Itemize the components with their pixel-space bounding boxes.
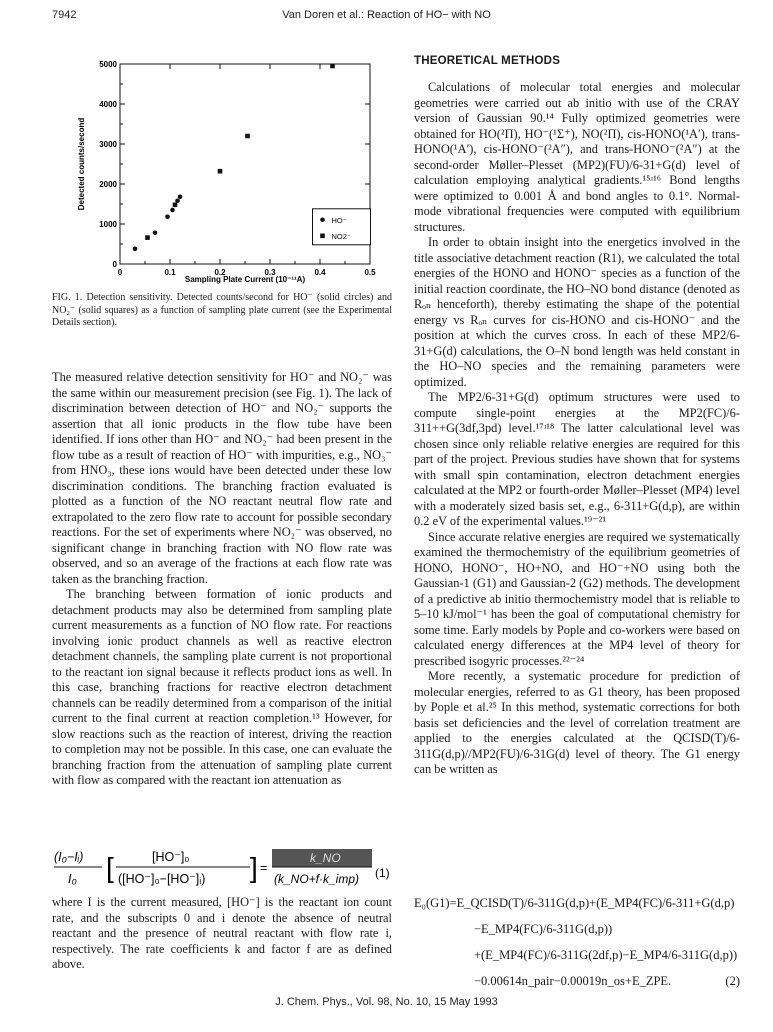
data-point-square — [145, 235, 150, 240]
equation-1 — [52, 847, 392, 891]
legend-label: NO2⁻ — [331, 231, 351, 241]
data-point-circle — [153, 231, 158, 236]
x-tick-label: 0.5 — [364, 268, 376, 277]
legend-marker-square — [320, 234, 325, 239]
eq1-equals: = — [260, 861, 268, 875]
legend-marker-circle — [320, 218, 325, 223]
eq1-number: (1) — [375, 866, 390, 880]
left-paragraph-1: The measured relative detection sensitivity for HO⁻ and NO₂⁻ was the same within our measurement precision (see Fig. 1). The lack of discrimination between detection of HO⁻ and NO₂⁻ supports the assertion that all ionic products in the flow tube have been identified. If ions other than HO⁻ and NO₂⁻ had been present in the flow tube as a result of reaction of HO⁻ with impurities, e.g., NO₃⁻ from HNO₃, these ions would have been detected under these low discrimination conditions. The branching fraction evaluated is plotted as a function of the NO reactant neutral flow rate and extrapolated to the zero flow rate to account for possible secondary reactions. For the set of experiments where NO₂⁻ was observed, no significant change in branching fraction with NO flow rate was observed, and so an average of the fractions at each flow rate was taken as the branching fraction. — [52, 370, 392, 586]
section-title: THEORETICAL METHODS — [414, 55, 561, 67]
right-paragraph-1: Calculations of molecular total energies and molecular geometries were carried out ab initio with use of the CRAY version of Gaussian 90.¹⁴ Fully optimized geometries were obtained for HO(²Π), HO⁻(¹Σ⁺), NO(²Π), cis-HONO(¹A′), trans-HONO(¹A′), cis-HONO⁻(²A″), and trans-HONO⁻(²A″) at the second-order Møller–Plesset (MP2)(FU)/6-31+G(d) level of calculation employing analytical gradients.¹⁵ʴ¹⁶ Bond lengths were optimized to 0.001 Å and bond angles to 0.1°. Normal-mode vibrational frequencies were computed with equilibrium structures. — [414, 80, 740, 234]
eq1-mid-denominator: ([HO⁻]₀−[HO⁻]ᵢ) — [118, 872, 206, 886]
eq1-rhs-numerator: k_NO — [310, 851, 341, 865]
equation-1-graphic — [52, 847, 392, 891]
figure-caption: FIG. 1. Detection sensitivity. Detected counts/second for HO⁻ (solid circles) and NO₂⁻ (solid squares) as a function of sampling plate current (see the Experimental Details section). — [52, 292, 392, 328]
x-tick-label: 0 — [117, 268, 123, 277]
page-number: 7942 — [52, 9, 77, 21]
after-equation-1 — [52, 895, 392, 973]
x-axis-label: Sampling Plate Current (10⁻¹¹A) — [184, 275, 306, 284]
eq1-lhs-numerator: (I₀−Iᵢ) — [54, 850, 84, 864]
right-paragraph-2: In order to obtain insight into the energetics involved in the title associative detachment reaction (R1), we calculated the total energies of the HONO and HONO⁻ species as a function of the initial reaction coordinate, the HO–NO bond distance (denoted as Rₒₙ henceforth), thereby estimating the shape of the potential energy vs Rₒₙ curves for cis-HONO and cis-HONO⁻ and the position at which the curves cross. In each of these MP2/6-31+G(d) calculations, the O–N bond length was held constant in the HO–NO species and the remaining parameters were optimized. — [414, 235, 740, 389]
scatter-plot — [74, 56, 384, 284]
y-tick-label: 4000 — [99, 100, 117, 109]
right-paragraph-5: More recently, a systematic procedure for prediction of molecular energies, referred to as G1 theory, has been proposed by Pople et al.²⁵ In this method, systematic corrections for both basis set deficiencies and the level of correlation treatment are applied to the energies calculated at the QCISD(T)/6-311G(d,p)//MP2(FU)/6-31G(d) level of theory. The G1 energy can be written as — [414, 669, 740, 776]
eq2-line-2: −E_MP4(FC)/6-311G(d,p)) — [474, 922, 613, 936]
data-point-circle — [165, 215, 170, 220]
data-point-circle — [170, 208, 175, 213]
eq1-lhs-denominator: I₀ — [68, 872, 77, 886]
data-point-circle — [178, 195, 183, 200]
data-point-square — [330, 64, 335, 69]
y-tick-label: 0 — [112, 260, 117, 269]
left-paragraph-2: The branching between formation of ionic products and detachment products may also be determined from sampling plate current measurements as a function of NO flow rate. For reactions involving ionic product channels as well as reactive electron detachment channels, the sampling plate current is not proportional to the reactant ion signal because it reflects product ions as well. In this case, branching fractions for reactive electron detachment channels can be readily determined from a comparison of the initial current to the final current at reaction completion.¹³ However, for slow reactions such as the reaction of interest, driving the reaction to completion may not be possible. In this case, one can evaluate the branching fraction from the attenuation of sampling plate current with flow as compared with the reactant ion attenuation as — [52, 587, 392, 787]
equation-2 — [414, 890, 740, 994]
eq2-line-3: +(E_MP4(FC)/6-311G(2df,p)−E_MP4/6-311G(d,p)) — [474, 948, 738, 962]
footer-citation: J. Chem. Phys., Vol. 98, No. 10, 15 May 1993 — [275, 996, 498, 1008]
data-point-square — [173, 203, 178, 208]
x-tick-label: 0.4 — [314, 268, 326, 277]
eq1-bracket-left: [ — [106, 852, 114, 883]
data-point-square — [245, 134, 250, 139]
eq1-bracket-right: ] — [250, 852, 258, 883]
figure-1-chart — [74, 56, 384, 284]
x-tick-label: 0.3 — [264, 268, 276, 277]
running-head: Van Doren et al.: Reaction of HO− with NO — [282, 9, 491, 21]
eq1-rhs-denominator: (k_NO+f·k_imp) — [274, 872, 360, 886]
y-tick-label: 5000 — [99, 60, 117, 69]
data-point-circle — [133, 247, 138, 252]
legend-label: HO⁻ — [331, 215, 347, 225]
eq2-line-1: E₀(G1)=E_QCISD(T)/6-311G(d,p)+(E_MP4(FC)/6-311+G(d,p) — [414, 896, 735, 910]
eq1-mid-numerator: [HO⁻]₀ — [152, 850, 190, 864]
x-tick-label: 0.1 — [164, 268, 176, 277]
right-column — [414, 80, 740, 778]
y-tick-label: 1000 — [99, 220, 117, 229]
data-point-square — [218, 169, 223, 174]
y-tick-label: 3000 — [99, 140, 117, 149]
left-paragraph-3: where I is the current measured, [HO⁻] is the reactant ion count rate, and the subscripts 0 and i denote the absence of neutral reactant and the presence of neutral reactant with flow rate i, respectively. The rate coefficients k and factor f are as defined above. — [52, 895, 392, 971]
y-tick-label: 2000 — [99, 180, 117, 189]
eq2-number: (2) — [725, 974, 740, 988]
eq2-line-4: −0.00614n_pair−0.00019n_os+E_ZPE. (2) — [414, 968, 740, 994]
right-paragraph-3: The MP2/6-31+G(d) optimum structures were used to compute single-point energies at the MP2(FC)/6-311++G(3df,3pd) level.¹⁷ʴ¹⁸ The latter calculational level was chosen since only reliable relative energies are required for this part of the project. Previous studies have shown that for systems with small spin contamination, electron detachment energies calculated at the MP2 or fourth-order Møller–Plesset (MP4) level with a moderately sized basis set, e.g., 6-311+G(d,p), are within 0.2 eV of the experimental values.¹⁹⁻²¹ — [414, 390, 740, 528]
left-column — [52, 370, 392, 789]
x-tick-label: 0.2 — [214, 268, 226, 277]
right-paragraph-4: Since accurate relative energies are required we systematically examined the thermochemistry of the equilibrium geometries of HONO, HONO⁻, HO+NO, and HO⁻+NO using both the Gaussian-1 (G1) and Gaussian-2 (G2) methods. The development of a predictive ab initio thermochemistry model that is reliable to 5–10 kJ/mol⁻¹ has been the goal of computational chemistry for some time. Early models by Pople and co-workers were based on calculated energy differences at the MP4 level of theory for prescribed isogyric processes.²²⁻²⁴ — [414, 529, 740, 668]
y-axis-label: Detected counts/second — [77, 117, 86, 211]
data-point-circle — [175, 199, 180, 204]
